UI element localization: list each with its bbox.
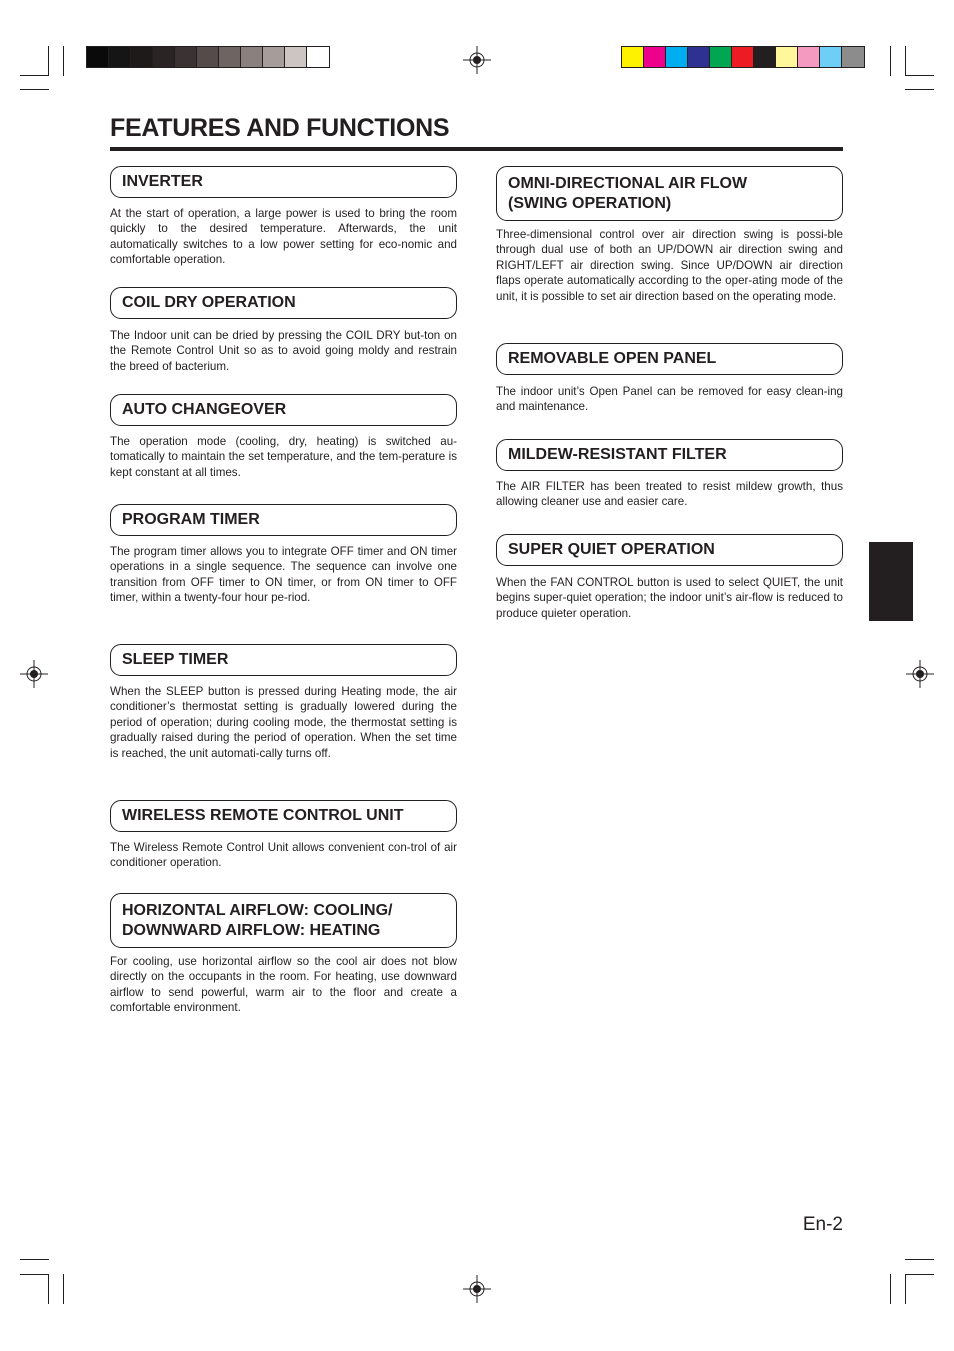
- section-heading-label: COIL DRY OPERATION: [122, 294, 296, 311]
- crop-mark: [20, 1274, 49, 1275]
- registration-target-icon: [463, 46, 491, 74]
- section-heading-label: PROGRAM TIMER: [122, 511, 260, 528]
- registration-target-icon: [20, 660, 48, 688]
- section-body-program-timer: The program timer allows you to integrate OFF timer and ON timer operations in a single sequence. The sequence can involve one transition from OFF timer to ON timer, or from ON timer to OFF timer, within a twenty-four hour pe-riod.: [110, 545, 457, 605]
- section-heading-program-timer: [110, 504, 457, 536]
- section-heading-label-line1: OMNI-DIRECTIONAL AIR FLOW: [508, 174, 748, 192]
- section-body-inverter: At the start of operation, a large power is used to bring the room quickly to the desired temperature. Afterwards, the unit automatically switches to a low power setting for eco-nomic and comfortable operation.: [110, 207, 457, 267]
- page-number: En-2: [802, 1214, 843, 1235]
- color-swatch: [666, 47, 688, 67]
- section-heading-omni-directional: [496, 166, 843, 221]
- section-heading-label: MILDEW-RESISTANT FILTER: [508, 446, 727, 463]
- section-heading-label: WIRELESS REMOTE CONTROL UNIT: [122, 807, 404, 824]
- section-heading-label-line2: DOWNWARD AIRFLOW: HEATING: [122, 921, 381, 939]
- section-heading-removable-panel: [496, 343, 843, 375]
- crop-mark: [905, 1274, 934, 1275]
- color-swatch: [776, 47, 798, 67]
- section-body-coil-dry: The Indoor unit can be dried by pressing the COIL DRY but-ton on the Remote Control Unit so as to avoid going moldy and restrain the breed of bacterium.: [110, 329, 457, 373]
- section-heading-label: REMOVABLE OPEN PANEL: [508, 350, 717, 367]
- color-swatch: [153, 47, 175, 67]
- color-swatch: [798, 47, 820, 67]
- crop-mark: [905, 75, 934, 76]
- registration-target-icon: [463, 1275, 491, 1303]
- crop-mark: [905, 1259, 934, 1260]
- crop-mark: [20, 89, 49, 90]
- color-swatch: [197, 47, 219, 67]
- color-swatch: [285, 47, 307, 67]
- crop-mark: [905, 1274, 906, 1304]
- crop-mark: [890, 1274, 891, 1304]
- crop-mark: [20, 75, 49, 76]
- section-body-wireless-remote: The Wireless Remote Control Unit allows convenient con-trol of air conditioner operation.: [110, 841, 457, 870]
- crop-mark: [20, 1259, 49, 1260]
- crop-mark: [905, 46, 906, 76]
- color-swatch: [644, 47, 666, 67]
- section-heading-sleep-timer: [110, 644, 457, 676]
- color-swatch: [307, 47, 329, 67]
- crop-mark: [63, 1274, 64, 1304]
- section-body-super-quiet: When the FAN CONTROL button is used to select QUIET, the unit begins super-quiet operation; the indoor unit’s air-flow is reduced to produce quieter operation.: [496, 576, 843, 620]
- crop-mark: [48, 1274, 49, 1304]
- section-heading-coil-dry: [110, 287, 457, 319]
- section-heading-label-line1: HORIZONTAL AIRFLOW: COOLING/: [122, 901, 393, 919]
- title-rule: [110, 147, 843, 151]
- color-swatch: [87, 47, 109, 67]
- color-swatch: [109, 47, 131, 67]
- section-body-removable-panel: The indoor unit’s Open Panel can be removed for easy clean-ing and maintenance.: [496, 385, 843, 414]
- color-swatch: [710, 47, 732, 67]
- color-swatch: [263, 47, 285, 67]
- section-body-mildew-filter: The AIR FILTER has been treated to resist mildew growth, thus allowing cleaner use and easier care.: [496, 480, 843, 509]
- section-heading-auto-changeover: [110, 394, 457, 426]
- section-heading-airflow: [110, 893, 457, 948]
- section-body-airflow: For cooling, use horizontal airflow so the cool air does not blow directly on the occupants in the room. For heating, use downward airflow to send powerful, warm air to the floor and create a comfortable environment.: [110, 955, 457, 1015]
- crop-mark: [890, 46, 891, 76]
- grayscale-color-bar: [86, 46, 330, 68]
- section-heading-label: SLEEP TIMER: [122, 651, 229, 668]
- color-swatch: [688, 47, 710, 67]
- chapter-tab: [869, 542, 913, 621]
- crop-mark: [48, 46, 49, 76]
- section-body-auto-changeover: The operation mode (cooling, dry, heating) is switched au-tomatically to maintain the set temperature, and the tem-perature is kept constant at all times.: [110, 435, 457, 479]
- section-body-omni-directional: Three-dimensional control over air direction swing is possi-ble through dual use of both an UP/DOWN air direction swing and RIGHT/LEFT air direction swing. Since UP/DOWN air direction flaps operate automatically according to the oper-ating mode of the unit, it is possible to set air direction based on the operating mode.: [496, 228, 843, 303]
- color-swatch: [842, 47, 864, 67]
- section-heading-label: INVERTER: [122, 173, 203, 190]
- registration-target-icon: [906, 660, 934, 688]
- color-swatch: [754, 47, 776, 67]
- section-heading-mildew-filter: [496, 439, 843, 471]
- page-title: FEATURES AND FUNCTIONS: [110, 114, 450, 142]
- process-color-bar: [621, 46, 865, 68]
- section-heading-wireless-remote: [110, 800, 457, 832]
- crop-mark: [63, 46, 64, 76]
- color-swatch: [131, 47, 153, 67]
- crop-mark: [905, 89, 934, 90]
- section-heading-super-quiet: [496, 534, 843, 566]
- section-heading-inverter: [110, 166, 457, 198]
- section-heading-label: AUTO CHANGEOVER: [122, 401, 287, 418]
- color-swatch: [175, 47, 197, 67]
- section-body-sleep-timer: When the SLEEP button is pressed during Heating mode, the air conditioner’s thermostat setting is gradually lowered during the period of operation; during cooling mode, the thermostat setting is gradually raised during the period of operation. When the set time is reached, the unit automati-cally turns off.: [110, 685, 457, 760]
- color-swatch: [241, 47, 263, 67]
- section-heading-label-line2: (SWING OPERATION): [508, 194, 672, 212]
- section-heading-label: SUPER QUIET OPERATION: [508, 541, 715, 558]
- color-swatch: [219, 47, 241, 67]
- color-swatch: [820, 47, 842, 67]
- color-swatch: [622, 47, 644, 67]
- color-swatch: [732, 47, 754, 67]
